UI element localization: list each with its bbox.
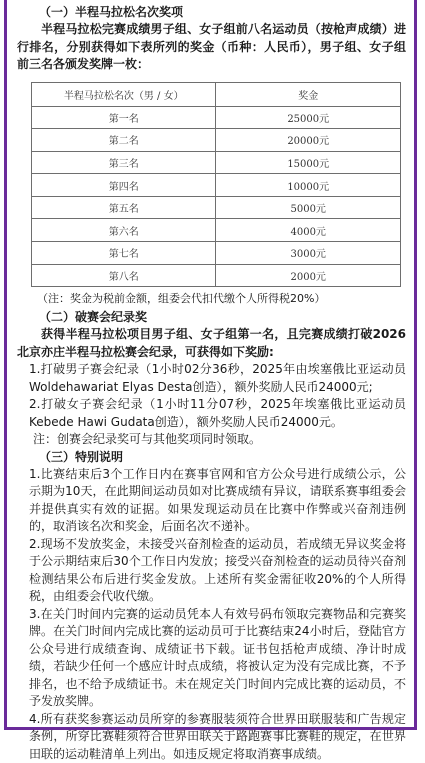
table-row — [32, 129, 401, 152]
rank-cell: 第一名 — [32, 106, 216, 129]
prize-cell: 15000元 — [216, 151, 401, 174]
table-row — [32, 174, 401, 197]
rank-cell: 第七名 — [32, 242, 216, 265]
special-note-2: 2.现场不发放奖金，未接受兴奋剂检查的运动员，若成绩无异议奖金将于公示期结束后30个工作日内发放；接受兴奋剂检查的运动员待兴奋剂检测结果公布后进行奖金发放。上述所有奖金需征收20%的个人所得税，由组委会代收代缴。 — [29, 536, 406, 604]
rank-cell: 第八名 — [32, 264, 216, 287]
table-row — [32, 196, 401, 219]
rank-cell: 第二名 — [32, 129, 216, 152]
prize-cell: 25000元 — [216, 106, 401, 129]
rank-cell: 第六名 — [32, 219, 216, 242]
table-row — [32, 242, 401, 265]
table-row — [32, 106, 401, 129]
special-note-1: 1.比赛结束后3个工作日内在赛事官网和官方公众号进行成绩公示，公示期为10天，在此期间运动员如对比赛成绩有异议，请联系赛事组委会并提供真实有效的证据。如果发现运动员在比赛中作弊或兴奋剂违例的，取消该名次和奖金，后面名次不递补。 — [29, 466, 406, 534]
section1-title: （一）半程马拉松名次奖项 — [39, 5, 184, 19]
table-row — [32, 151, 401, 174]
header-prize: 奖金 — [216, 82, 401, 106]
section1-intro: 半程马拉松完赛成绩男子组、女子组前八名运动员（按枪声成绩）进行排名，分别获得如下表所列的奖金（币种：人民币），男子组、女子组前三名各颁发奖牌一枚： — [17, 22, 406, 71]
rank-cell: 第三名 — [32, 151, 216, 174]
document-frame — [4, 0, 417, 761]
header-rank: 半程马拉松名次（男 / 女） — [32, 82, 216, 106]
prize-cell: 10000元 — [216, 174, 401, 197]
section2-intro: 获得半程马拉松项目男子组、女子组第一名，且完赛成绩打破2026北京亦庄半程马拉松赛会纪录，可获得如下奖励: — [17, 327, 406, 359]
special-note-4: 4.所有获奖参赛运动员所穿的参赛服装须符合世界田联服装和广告规定条例，所穿比赛鞋须符合世界田联关于路跑赛事比赛鞋的规定，在世界田联的运动鞋清单上列出。如违反规定将取消赛事成绩。 — [29, 711, 406, 761]
tax-note: （注：奖金为税前金额，组委会代扣代缴个人所得税20%） — [37, 292, 326, 306]
section2-title: （二）破赛会纪录奖 — [39, 310, 148, 325]
prize-cell: 4000元 — [216, 219, 401, 242]
prize-cell: 5000元 — [216, 196, 401, 219]
prize-cell: 3000元 — [216, 242, 401, 265]
prize-cell: 2000元 — [216, 264, 401, 287]
record-note: 注：创赛会纪录奖可与其他奖项同时领取。 — [33, 432, 262, 447]
prize-cell: 20000元 — [216, 129, 401, 152]
table-row — [32, 264, 401, 287]
special-note-3: 3.在关门时间内完赛的运动员凭本人有效号码布领取完赛物品和完赛奖牌。在关门时间内完成比赛的运动员可于比赛结束24小时后，登陆官方公众号进行成绩查询、成绩证书下载。证书包括枪声成绩、净计时成绩，若缺少任何一个感应计时点成绩，将被认定为没有完成比赛，不予排名，也不给予成绩证书。未在规定关门时间内完成比赛的运动员，不予发放奖牌。 — [29, 606, 406, 709]
table-row — [32, 219, 401, 242]
record-item-female: 2.打破女子赛会纪录（1小时11分07秒，2025年埃塞俄比亚运动员Kebede Hawi Gudata创造），额外奖励人民币24000元。 — [29, 397, 406, 429]
section3-title: （三）特别说明 — [39, 449, 124, 464]
rank-cell: 第四名 — [32, 174, 216, 197]
prize-table-header — [32, 82, 401, 106]
prize-table — [31, 82, 401, 288]
record-item-male: 1.打破男子赛会纪录（1小时02分36秒，2025年由埃塞俄比亚运动员Woldehawariat Elyas Desta创造），额外奖励人民币24000元; — [29, 362, 406, 394]
rank-cell: 第五名 — [32, 196, 216, 219]
